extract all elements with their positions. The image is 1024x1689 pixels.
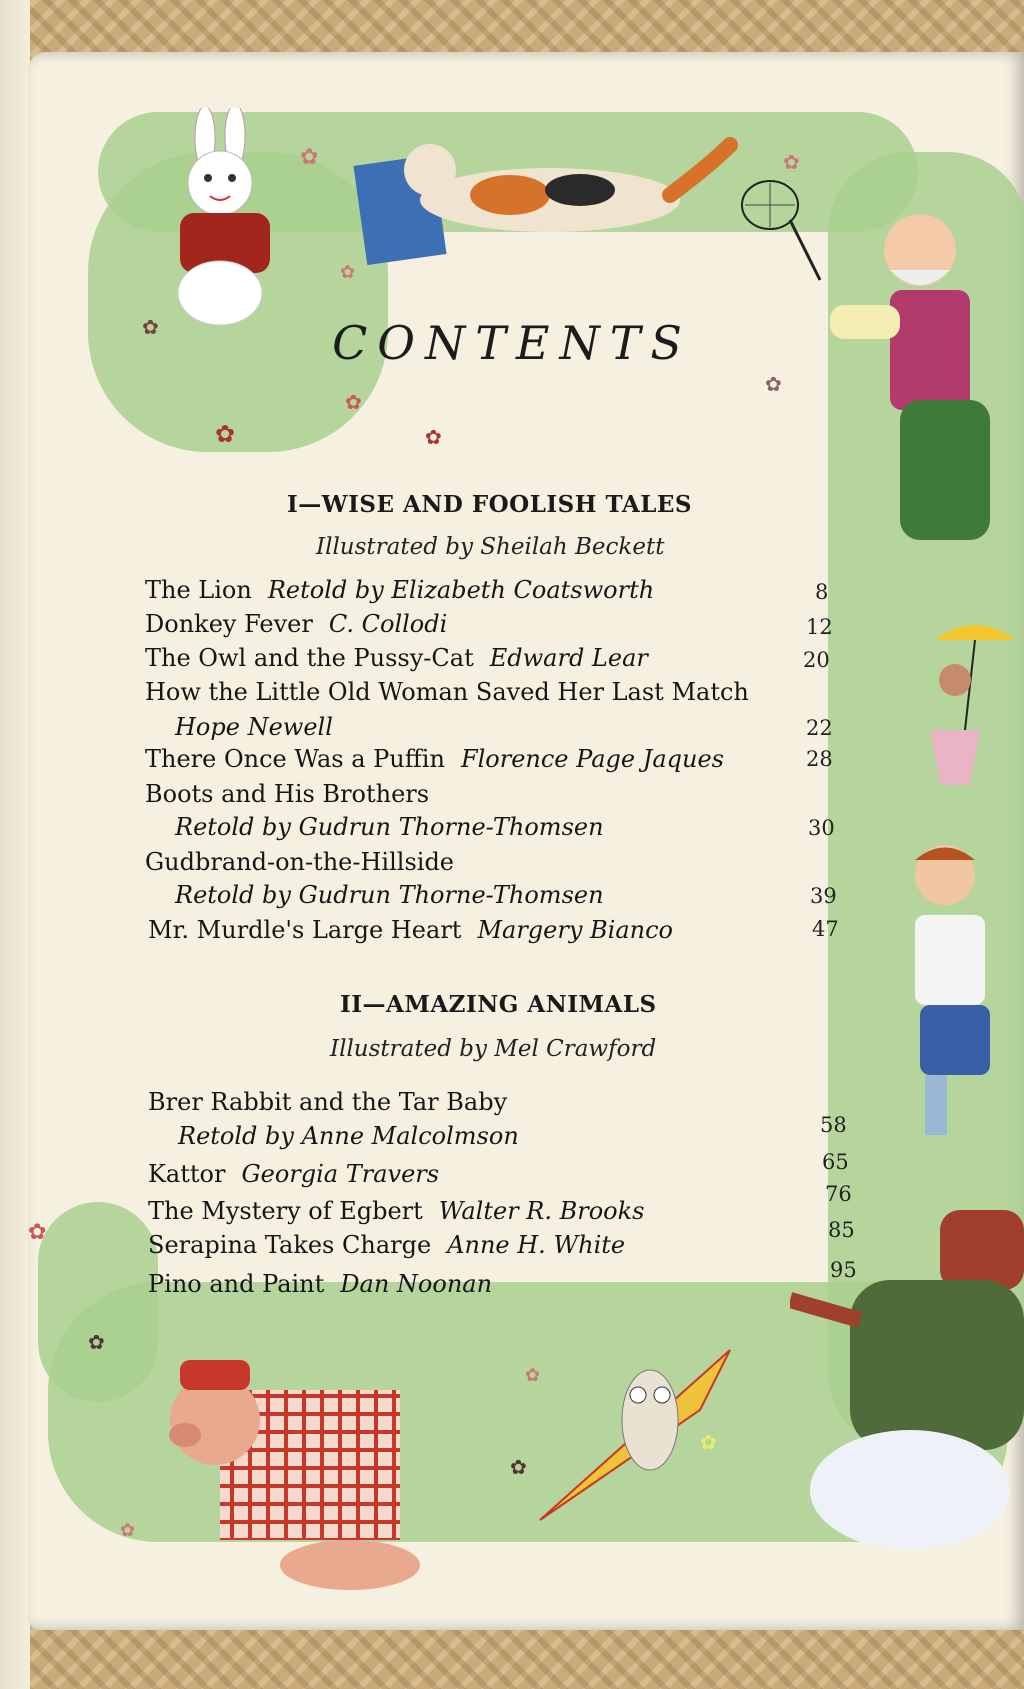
- toc-entry-title: [148, 1231, 625, 1259]
- flower-icon: ✿: [425, 425, 442, 449]
- toc-entry-title: [148, 1270, 492, 1298]
- toc-entry-title: [145, 780, 429, 808]
- page-number: 76: [825, 1182, 852, 1206]
- entry-title: The Mystery of Egbert: [148, 1197, 423, 1225]
- page-title: CONTENTS: [332, 316, 692, 370]
- flower-icon: ✿: [300, 145, 319, 170]
- cat-with-book-illustration: [340, 125, 740, 265]
- page-number: 12: [806, 615, 833, 639]
- entry-author: Retold by Anne Malcolmson: [178, 1122, 519, 1150]
- entry-title: Pino and Paint: [148, 1270, 325, 1298]
- entry-author: Margery Bianco: [477, 916, 673, 944]
- entry-title: Donkey Fever: [145, 610, 313, 638]
- section-heading: II—AMAZING ANIMALS: [340, 991, 657, 1018]
- entry-author: Georgia Travers: [241, 1160, 440, 1188]
- book-spine: [0, 0, 30, 1689]
- toc-entry-title: [145, 644, 648, 672]
- entry-title: Gudbrand-on-the-Hillside: [145, 848, 455, 876]
- entry-title: How the Little Old Woman Saved Her Last Match: [145, 678, 749, 706]
- toc-entry-title: [148, 916, 673, 944]
- flower-icon: ✿: [215, 420, 236, 448]
- entry-title: The Owl and the Pussy-Cat: [145, 644, 474, 672]
- page-number: 85: [828, 1218, 855, 1242]
- page-number: 39: [810, 884, 837, 908]
- page-number: 28: [806, 747, 833, 771]
- entry-author: Anne H. White: [447, 1231, 626, 1259]
- pig-illustration: [140, 1340, 470, 1600]
- toc-entry-title: [148, 1088, 507, 1116]
- page-number: 95: [830, 1258, 857, 1282]
- toc-entry-title: [145, 678, 749, 706]
- entry-author: Edward Lear: [489, 644, 648, 672]
- entry-author: Hope Newell: [175, 713, 333, 741]
- entry-author: Retold by Elizabeth Coatsworth: [267, 576, 655, 604]
- section-illustrator: Illustrated by Mel Crawford: [330, 1036, 657, 1062]
- entry-author: Walter R. Brooks: [438, 1197, 645, 1225]
- section-illustrator: Illustrated by Sheilah Beckett: [316, 534, 665, 560]
- toc-entry-title: [145, 745, 724, 773]
- flower-icon: ✿: [525, 1365, 541, 1386]
- toc-entry-title: [145, 576, 654, 604]
- entry-title: Serapina Takes Charge: [148, 1231, 432, 1259]
- entry-title: The Lion: [145, 576, 252, 604]
- toc-entry-title: [148, 1160, 439, 1188]
- entry-title: Brer Rabbit and the Tar Baby: [148, 1088, 508, 1116]
- entry-title: Boots and His Brothers: [145, 780, 430, 808]
- entry-author: Retold by Gudrun Thorne-Thomsen: [175, 813, 604, 841]
- page-number: 30: [808, 816, 835, 840]
- flower-icon: ✿: [28, 1220, 47, 1245]
- flower-icon: ✿: [142, 315, 159, 339]
- page-number: 22: [806, 716, 833, 740]
- flower-icon: ✿: [120, 1520, 136, 1541]
- flower-icon: ✿: [765, 372, 782, 396]
- toc-entry-author-line: [175, 713, 333, 741]
- man-in-turban-illustration: [790, 1210, 1024, 1580]
- entry-title: Mr. Murdle's Large Heart: [148, 916, 462, 944]
- flower-icon: ✿: [700, 1430, 717, 1454]
- page-number: 47: [812, 917, 839, 941]
- owl-on-kite-illustration: [530, 1330, 750, 1530]
- boy-illustration: [885, 835, 1024, 1155]
- page-number: 65: [822, 1150, 849, 1174]
- flower-icon: ✿: [345, 390, 362, 414]
- flower-icon: ✿: [510, 1455, 527, 1479]
- toc-entry-author-line: [178, 1122, 519, 1150]
- toc-entry-author-line: [175, 881, 604, 909]
- toc-entry-author-line: [175, 813, 604, 841]
- entry-title: Kattor: [148, 1160, 226, 1188]
- old-man-illustration: [810, 210, 1024, 580]
- toc-entry-title: [145, 610, 447, 638]
- page-number: 20: [803, 648, 830, 672]
- mouse-with-umbrella-illustration: [915, 620, 1015, 810]
- flower-icon: ✿: [88, 1330, 105, 1354]
- entry-author: Retold by Gudrun Thorne-Thomsen: [175, 881, 604, 909]
- toc-entry-title: [145, 848, 454, 876]
- section-heading: I—WISE AND FOOLISH TALES: [287, 491, 693, 518]
- page-number: 8: [815, 580, 829, 604]
- entry-title: There Once Was a Puffin: [145, 745, 445, 773]
- entry-author: C. Collodi: [328, 610, 448, 638]
- flower-icon: ✿: [340, 262, 356, 283]
- entry-author: Dan Noonan: [340, 1270, 493, 1298]
- rabbit-illustration: [150, 108, 310, 338]
- toc-entry-title: [148, 1197, 645, 1225]
- flower-icon: ✿: [783, 150, 800, 174]
- page-number: 58: [820, 1113, 847, 1137]
- entry-author: Florence Page Jaques: [460, 745, 724, 773]
